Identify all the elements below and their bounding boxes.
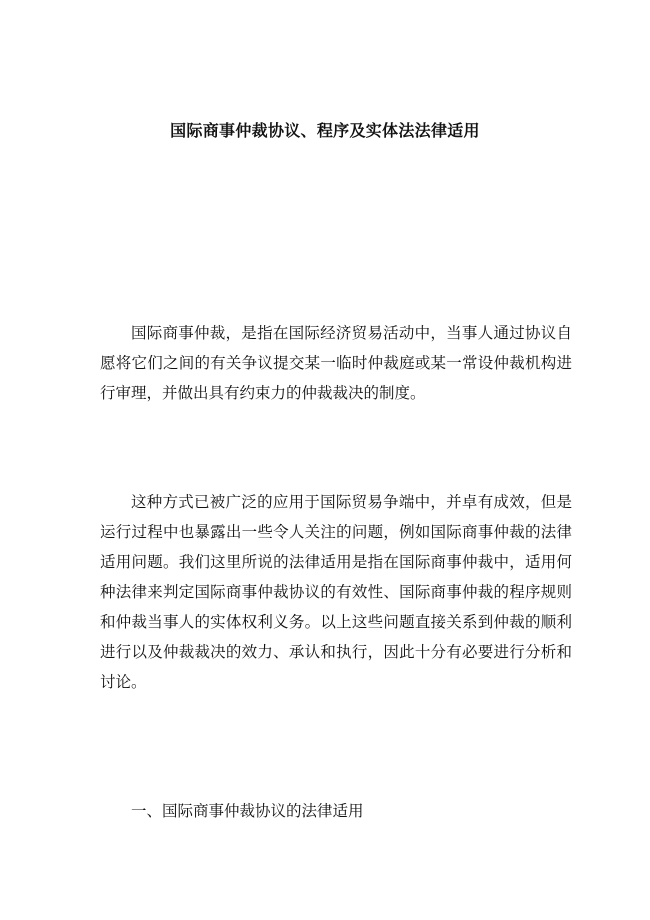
section-heading-arbitration-agreement: 一、国际商事仲裁协议的法律适用 <box>131 802 364 820</box>
paragraph-application-issues: 这种方式已被广泛的应用于国际贸易争端中，并卓有成效，但是运行过程中也暴露出一些令人关注的问题，例如国际商事仲裁的法律适用问题。我们这里所说的法律适用是指在国际商事仲裁中，适用何种法律来判定国际商事仲裁协议的有效性、国际商事仲裁的程序规则和仲裁当事人的实体权利义务。以上这些问题直接关系到仲裁的顺利进行以及仲裁裁决的效力、承认和执行，因此十分有必要进行分析和讨论。 <box>100 493 572 691</box>
document-title: 国际商事仲裁协议、程序及实体法法律适用 <box>170 121 480 140</box>
paragraph-definition: 国际商事仲裁，是指在国际经济贸易活动中，当事人通过协议自愿将它们之间的有关争议提交某一临时仲裁庭或某一常设仲裁机构进行审理，并做出具有约束力的仲裁裁决的制度。 <box>100 324 572 402</box>
